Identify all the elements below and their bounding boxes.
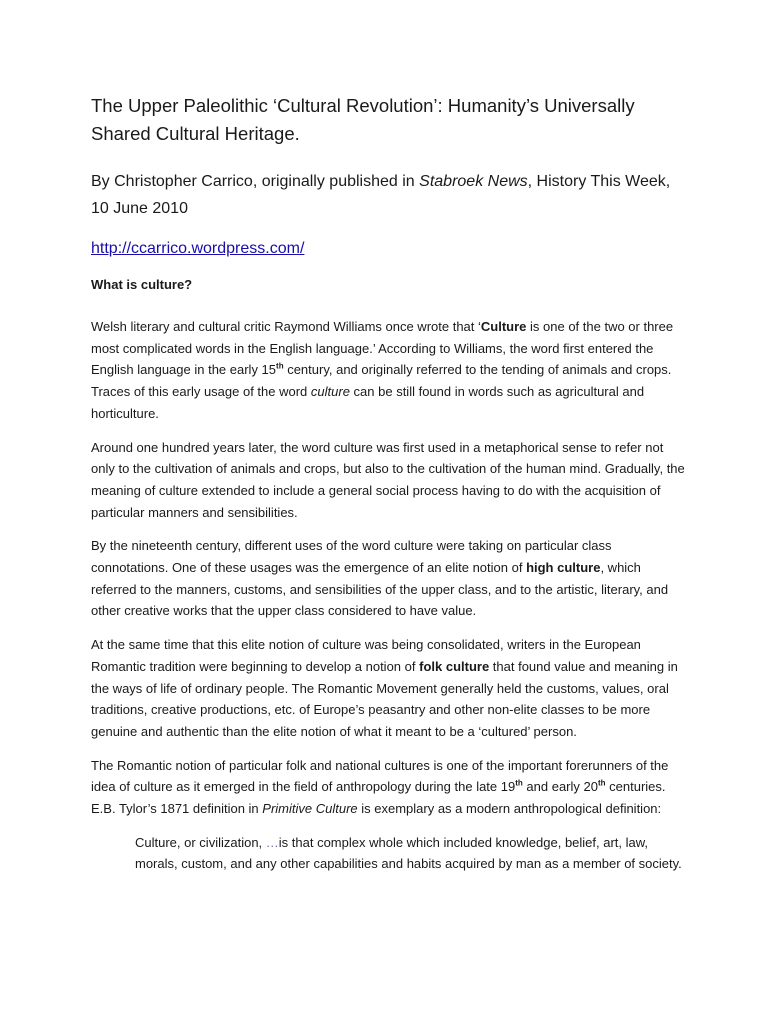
title-line-2: Shared Cultural Heritage.: [91, 123, 300, 144]
p4-bold-folk-culture: folk culture: [419, 658, 490, 674]
byline-column: , History This Week,: [527, 173, 671, 190]
p5-superscript-1: th: [515, 779, 523, 789]
p1-superscript: th: [276, 362, 284, 372]
p4-text-a: At the same time that this elite notion of culture was being consolidated, writers in the European Romantic tradition were beginning to develop a notion of: [91, 637, 641, 674]
p3-text-a: By the nineteenth century, different uses of the word culture were taking on particular class connotations. One of these usages was the emergence of an elite notion of: [91, 538, 612, 576]
p1-text-d: century, and originally referred to the tending of animals and crops. Traces of this early usage of the word: [91, 362, 672, 400]
p5-superscript-2: th: [597, 779, 606, 789]
p1-italic-culture: culture: [310, 384, 350, 400]
byline: [91, 168, 688, 222]
quote-ellipsis: …: [265, 834, 279, 850]
p5-text-c: centuries. E.B. Tylor’s 1871 definition in: [91, 779, 666, 817]
article-title: [91, 92, 688, 148]
p3-bold-high-culture: high culture: [526, 560, 601, 576]
p5-text-b: and early 20: [522, 779, 598, 795]
p1-bold-culture: Culture: [480, 319, 527, 334]
p1-text-a: Welsh literary and cultural critic Raymond Williams once wrote that ‘: [91, 319, 481, 334]
byline-author: By Christopher Carrico, originally published in: [91, 173, 420, 190]
p1-text-f: can be still found in words such as agricultural and horticulture.: [91, 384, 645, 421]
p4-text-c: that found value and meaning in the ways of life of ordinary people. The Romantic Movement generally held the customs, values, oral traditions, creative productions, etc. of Europe’s peasantry and other non-elite classes to be more genuine and authentic than the elite notion of what it meant to be a ‘cultured’ person.: [91, 658, 678, 739]
paragraph-3: [91, 535, 688, 622]
quote-text-b: is that complex whole which included knowledge, belief, art, law, morals, custom, and any other capabilities and habits acquired by man as a member of society.: [135, 834, 682, 872]
title-line-1: The Upper Paleolithic ‘Cultural Revolution’: Humanity’s Universally: [91, 95, 635, 116]
paragraph-1: [91, 316, 688, 425]
p1-text-c: is one of the two or three most complicated words in the English language.’ According to Williams, the word first entered the English language in the early 15: [91, 319, 674, 378]
p5-text-a: The Romantic notion of particular folk and national cultures is one of the important forerunners of the idea of culture as it emerged in the field of anthropology during the late 19: [91, 757, 669, 795]
byline-date: 10 June 2010: [91, 200, 188, 217]
paragraph-5: [91, 755, 688, 820]
tylor-quote: [135, 832, 688, 875]
quote-text-a: Culture, or civilization,: [135, 834, 266, 850]
byline-publication: Stabroek News: [419, 173, 528, 190]
p5-text-e: is exemplary as a modern anthropological definition:: [357, 801, 662, 817]
p3-text-c: , which referred to the manners, customs, and sensibilities of the upper class, and to the artistic, literary, and other creative works that the upper class considered to have value.: [91, 560, 669, 619]
p5-italic-primitive-culture: Primitive Culture: [262, 801, 358, 817]
paragraph-2: Around one hundred years later, the word culture was first used in a metaphorical sense to refer not only to the cultivation of animals and crops, but also to the cultivation of the human mind. Gradually, the meaning of culture extended to include a general social process having to do with the acquisition of particular manners and sensibilities.: [91, 439, 685, 520]
section-heading: What is culture?: [91, 277, 193, 292]
blog-link[interactable]: http://ccarrico.wordpress.com/: [91, 240, 305, 257]
paragraph-4: [91, 634, 688, 743]
